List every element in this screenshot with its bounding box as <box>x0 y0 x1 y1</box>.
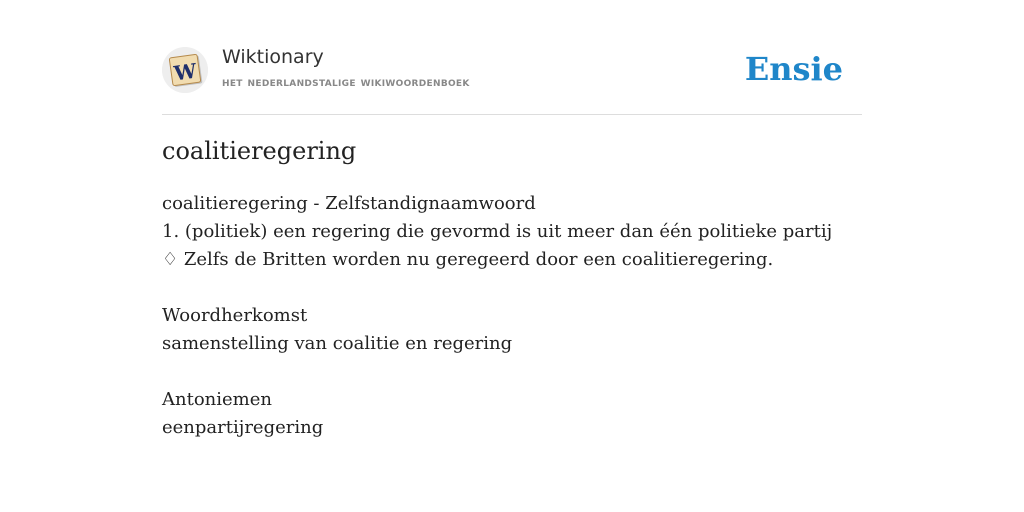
wiktionary-logo-icon <box>162 47 208 93</box>
etymology-text: samenstelling van coalitie en regering <box>162 333 513 354</box>
ensie-link[interactable]: Ensie <box>744 50 843 88</box>
page-title: coalitieregering <box>162 137 357 165</box>
spacer <box>162 358 862 386</box>
logo-letter: W <box>172 58 199 86</box>
definition-line: 1. (politiek) een regering die gevormd is uit meer dan één politieke partij <box>162 221 833 242</box>
site-name[interactable]: Wiktionary <box>222 46 324 68</box>
tile-icon <box>162 47 208 93</box>
etymology-heading: Woordherkomst <box>162 305 308 326</box>
antonyms-text: eenpartijregering <box>162 417 324 438</box>
spacer <box>162 274 862 302</box>
header <box>162 44 862 115</box>
entry-content <box>162 190 862 442</box>
example-line: ♢ Zelfs de Britten worden nu geregeerd door een coalitieregering. <box>162 249 774 270</box>
part-of-speech-line: coalitieregering - Zelfstandignaamwoord <box>162 193 536 214</box>
site-tagline: het nederlandstalige wikiwoordenboek <box>222 75 470 90</box>
antonyms-heading: Antoniemen <box>162 389 272 410</box>
